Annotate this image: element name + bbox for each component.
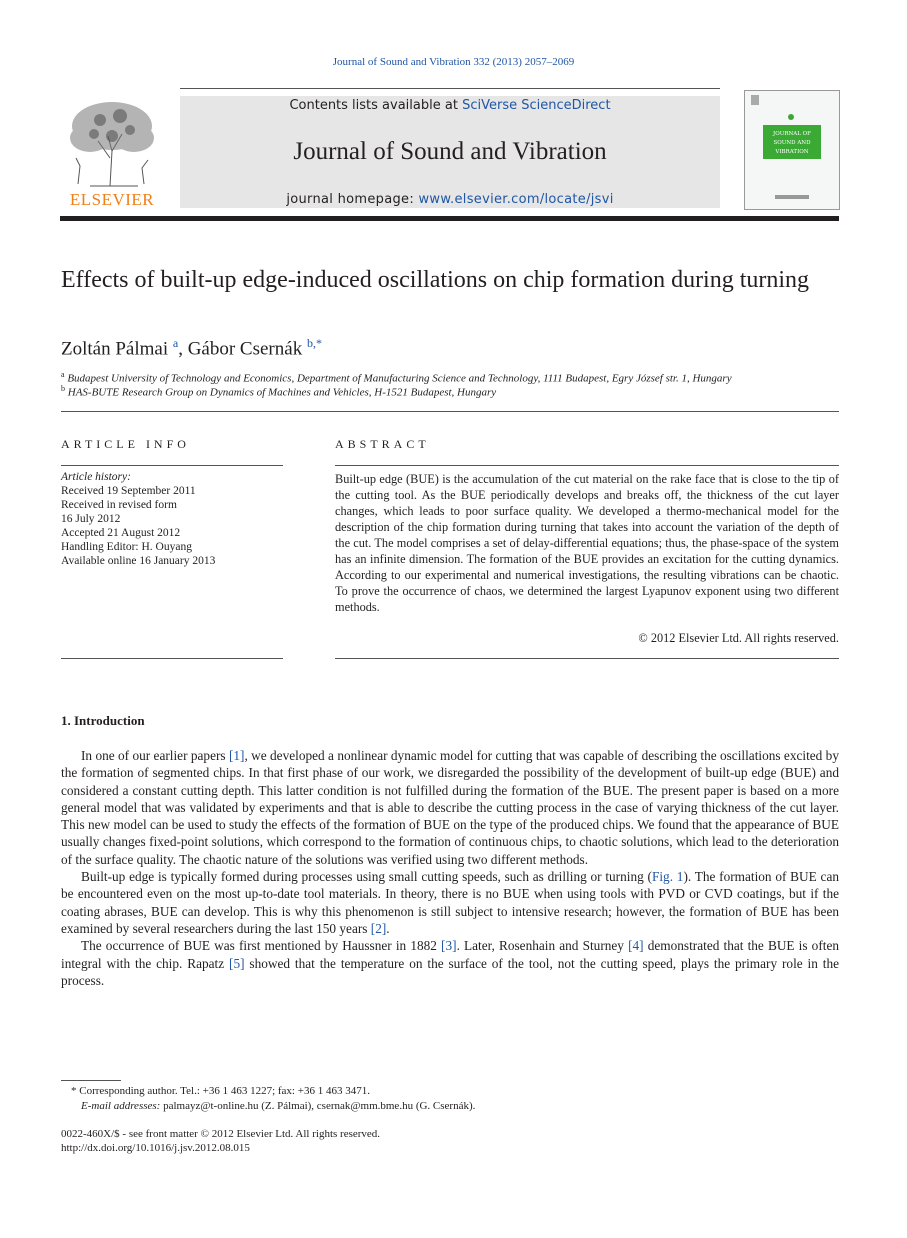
- elsevier-wordmark: ELSEVIER: [69, 190, 155, 209]
- affiliation-text: Budapest University of Technology and Economics, Department of Manufacturing Science and Technology, 1111 Budapest, Egry József str. 1, Hungary: [67, 372, 732, 385]
- contents-availability-line: [180, 98, 720, 113]
- corresponding-author-note: * Corresponding author. Tel.: +36 1 463 1227; fax: +36 1 463 3471.: [71, 1085, 370, 1097]
- article-info-bottom-rule: [61, 658, 283, 659]
- header-thick-rule: [60, 216, 839, 221]
- article-title: Effects of built-up edge-induced oscillations on chip formation during turning: [61, 267, 810, 293]
- abstract-copyright: © 2012 Elsevier Ltd. All rights reserved.: [638, 631, 839, 645]
- history-item: Available online 16 January 2013: [61, 555, 216, 567]
- paragraph: [61, 747, 839, 868]
- svg-text:SOUND AND: SOUND AND: [773, 140, 811, 146]
- history-item: Accepted 21 August 2012: [61, 527, 181, 539]
- svg-text:VIBRATION: VIBRATION: [775, 149, 809, 155]
- history-item: Received in revised form: [61, 499, 177, 511]
- article-info-heading: ARTICLE INFO: [61, 437, 190, 451]
- article-info-rule: [61, 465, 283, 466]
- introduction-body: [61, 747, 839, 989]
- email-label: E-mail addresses:: [81, 1100, 161, 1112]
- text-run: Built-up edge is typically formed during processes using small cutting speeds, such as drilling or turning (: [81, 869, 652, 885]
- reference-link[interactable]: [1]: [228, 748, 245, 763]
- affiliation-b: [61, 384, 496, 399]
- doi-link[interactable]: http://dx.doi.org/10.1016/j.jsv.2012.08.015: [61, 1142, 250, 1154]
- abstract-text: Built-up edge (BUE) is the accumulation of the cut material on the rake face that is close to the tip of the cutting tool. As the BUE periodically develops and breaks off, the thickness of the cut layer changes, which leads to poor surface quality. We developed a thermo-mechanical model for the description of the chip formation during turning that takes into account the variation of the depth of the cut. The model comprises a set of delay-differential equations; thus, the phase-space of the system has an infinite dimension. The formation of the BUE provides an excitation for the cutting dynamics. According to our experimental and numerical investigations, the resulting vibrations can be chaotic. To prove the occurrence of chaos, we determined the largest Lyapunov exponent using two different methods.: [335, 472, 839, 614]
- author-list: [61, 336, 322, 360]
- reference-link[interactable]: [3]: [441, 938, 457, 954]
- front-matter: [61, 1127, 661, 1155]
- text-run: demonstrated that the BUE is often integral with the chip. Rapatz: [61, 938, 839, 971]
- history-item: 16 July 2012: [61, 513, 121, 525]
- reference-link[interactable]: [5]: [229, 955, 245, 971]
- abstract-rule: [335, 465, 839, 466]
- reference-link[interactable]: [4]: [628, 938, 644, 954]
- text-run: , we developed a nonlinear dynamic model for cutting that was capable of describing the oscillations excited by the formation of segmented chips. In that first phase of our work, we disregarded the possibility of the development of built-up edge (BUE) and considered a constant cutting depth. This latter condition is not fulfilled during the formation of the BUE. The present paper is based on a more general model that was validated by experiments and that is able to describe the cutting process in the case of varying thickness of the cut layer. This new model can be used to study the effects of the formation of BUE on the type of the produced chips. We found that the appearance of BUE usually changes fixed-point solutions, which correspond to the formation of continuous chips, to chaotic solutions, which lead to the deterioration of the surface quality. The chaotic nature of the solutions was verified using two different methods.: [61, 748, 839, 867]
- abstract-heading: ABSTRACT: [335, 437, 430, 451]
- affiliation-marker[interactable]: a: [172, 336, 179, 350]
- contents-prefix: Contents lists available at: [289, 98, 463, 113]
- author-name: Gábor Csernák: [187, 338, 303, 360]
- journal-homepage-line: [180, 192, 720, 207]
- history-label: Article history:: [61, 471, 131, 483]
- affiliation-label: a: [61, 370, 65, 379]
- text-run: showed that the temperature on the surface of the tool, not the cutting speed, plays the primary role in the process.: [61, 955, 839, 988]
- journal-citation[interactable]: Journal of Sound and Vibration 332 (2013) 2057–2069: [332, 56, 575, 68]
- affiliation-text: HAS-BUTE Research Group on Dynamics of Machines and Vehicles, H-1521 Budapest, Hungary: [67, 386, 497, 399]
- paragraph: [61, 937, 839, 989]
- journal-homepage-link[interactable]: www.elsevier.com/locate/jsvi: [418, 192, 614, 207]
- text-run: .: [386, 920, 390, 936]
- affiliation-label: b: [61, 384, 65, 393]
- history-item: Received 19 September 2011: [61, 485, 196, 497]
- reference-link[interactable]: [2]: [370, 920, 387, 936]
- front-matter-line: 0022-460X/$ - see front matter © 2012 Elsevier Ltd. All rights reserved.: [61, 1128, 381, 1140]
- author-separator: ,: [178, 338, 188, 360]
- email-addresses[interactable]: palmayz@t-online.hu (Z. Pálmai), csernak@mm.bme.hu (G. Csernák).: [160, 1100, 476, 1112]
- text-run: . Later, Rosenhain and Sturney: [456, 938, 629, 954]
- svg-text:JOURNAL OF: JOURNAL OF: [772, 131, 812, 137]
- history-item: Handling Editor: H. Ouyang: [61, 541, 192, 553]
- footnote-rule: [61, 1080, 121, 1081]
- section-heading-introduction: 1. Introduction: [61, 713, 145, 728]
- author-name: Zoltán Pálmai: [61, 338, 169, 360]
- figure-link[interactable]: Fig. 1: [651, 869, 684, 885]
- header-top-rule: [180, 88, 720, 89]
- sciencedirect-link[interactable]: SciVerse ScienceDirect: [462, 98, 611, 113]
- footnotes: [61, 1084, 839, 1114]
- abstract-bottom-rule: [335, 658, 839, 659]
- email-note: [61, 1099, 839, 1114]
- text-run: ). The formation of BUE can be encountered even on the most up-to-date tool materials. In theory, there is no BUE when using tools with PVD or CVD coatings, but if the coating abrases, BUE can develop. This is why this phenomenon is still subject to intensive research; however, the formation of BUE has been examined by several researchers during the last 150 years: [61, 869, 839, 936]
- affiliation-a: [61, 370, 732, 385]
- journal-name: Journal of Sound and Vibration: [293, 138, 607, 165]
- affiliation-marker[interactable]: b,*: [306, 336, 322, 350]
- text-run: In one of our earlier papers: [81, 748, 229, 763]
- affiliation-rule: [61, 411, 839, 412]
- text-run: The occurrence of BUE was first mentioned by Haussner in 1882: [81, 938, 442, 954]
- journal-cover-thumbnail: [744, 90, 840, 210]
- homepage-prefix: journal homepage:: [286, 192, 419, 207]
- article-history: [61, 470, 291, 568]
- paragraph: [61, 868, 839, 937]
